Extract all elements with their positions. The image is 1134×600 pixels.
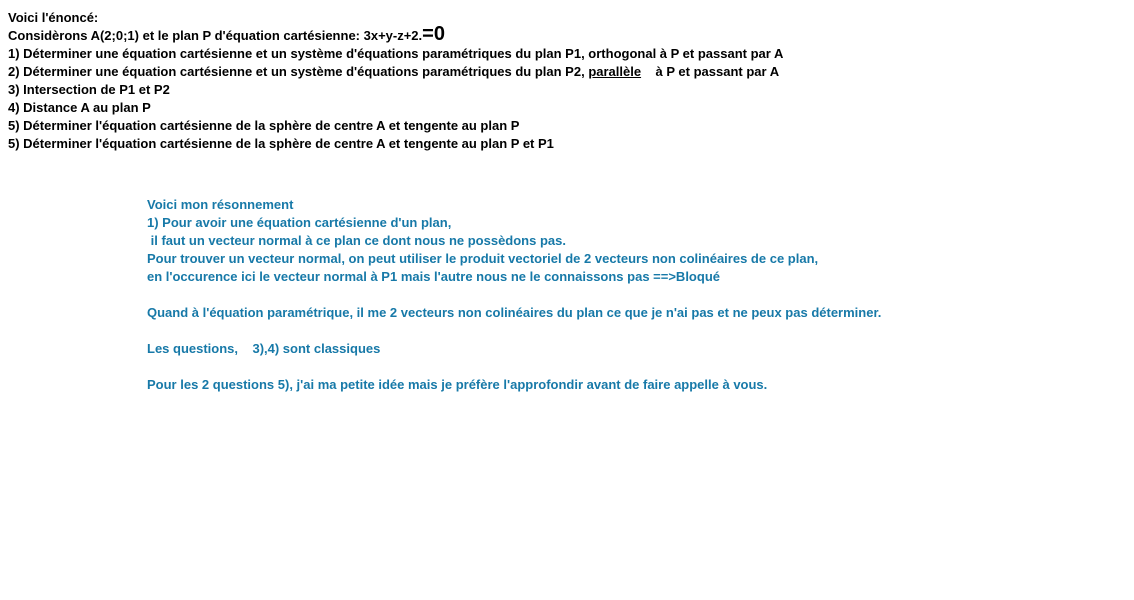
enonce-intro: Voici l'énoncé:: [8, 10, 99, 25]
enonce-question-5b: 5) Déterminer l'équation cartésienne de la sphère de centre A et tengente au plan P et P1: [8, 136, 554, 151]
reasoning-blank-line: [147, 358, 881, 376]
enonce-given-line: [8, 23, 783, 45]
reasoning-blank-line: [147, 322, 881, 340]
enonce-question-4: 4) Distance A au plan P: [8, 100, 151, 115]
enonce-question-5a: 5) Déterminer l'équation cartésienne de la sphère de centre A et tengente au plan P: [8, 118, 520, 133]
reasoning-line: Quand à l'équation paramétrique, il me 2 vecteurs non colinéaires du plan ce que je n'ai pas et ne peux pas déterminer.: [147, 305, 882, 320]
reasoning-title: Voici mon résonnement: [147, 197, 294, 212]
enonce-question-3: 3) Intersection de P1 et P2: [8, 82, 170, 97]
problem-statement: [8, 9, 783, 153]
enonce-given-equals-zero: =0: [422, 23, 445, 45]
reasoning-line: il faut un vecteur normal à ce plan ce dont nous ne possèdons pas.: [147, 233, 566, 248]
reasoning-line: 1) Pour avoir une équation cartésienne d'un plan,: [147, 215, 452, 230]
enonce-question-1: 1) Déterminer une équation cartésienne et un système d'équations paramétriques du plan P1, orthogonal à P et passant par A: [8, 46, 784, 61]
reasoning-line: en l'occurence ici le vecteur normal à P1 mais l'autre nous ne le connaissons pas ==>Bloqué: [147, 269, 720, 284]
reasoning-line: Pour trouver un vecteur normal, on peut utiliser le produit vectoriel de 2 vecteurs non colinéaires de ce plan,: [147, 251, 819, 266]
enonce-question-2-parallele: parallèle: [588, 64, 642, 79]
enonce-question-2: [8, 63, 783, 81]
enonce-question-2-prefix: 2) Déterminer une équation cartésienne et un système d'équations paramétriques du plan P2,: [8, 64, 589, 79]
reasoning-line: Pour les 2 questions 5), j'ai ma petite idée mais je préfère l'approfondir avant de faire appelle à vous.: [147, 377, 768, 392]
enonce-question-2-suffix: à P et passant par A: [641, 64, 780, 79]
reasoning-blank-line: [147, 286, 881, 304]
user-reasoning: [147, 196, 881, 394]
enonce-given-text: Considèrons A(2;0;1) et le plan P d'équation cartésienne: 3x+y-z+2.: [8, 28, 423, 43]
reasoning-line: Les questions, 3),4) sont classiques: [147, 341, 381, 356]
